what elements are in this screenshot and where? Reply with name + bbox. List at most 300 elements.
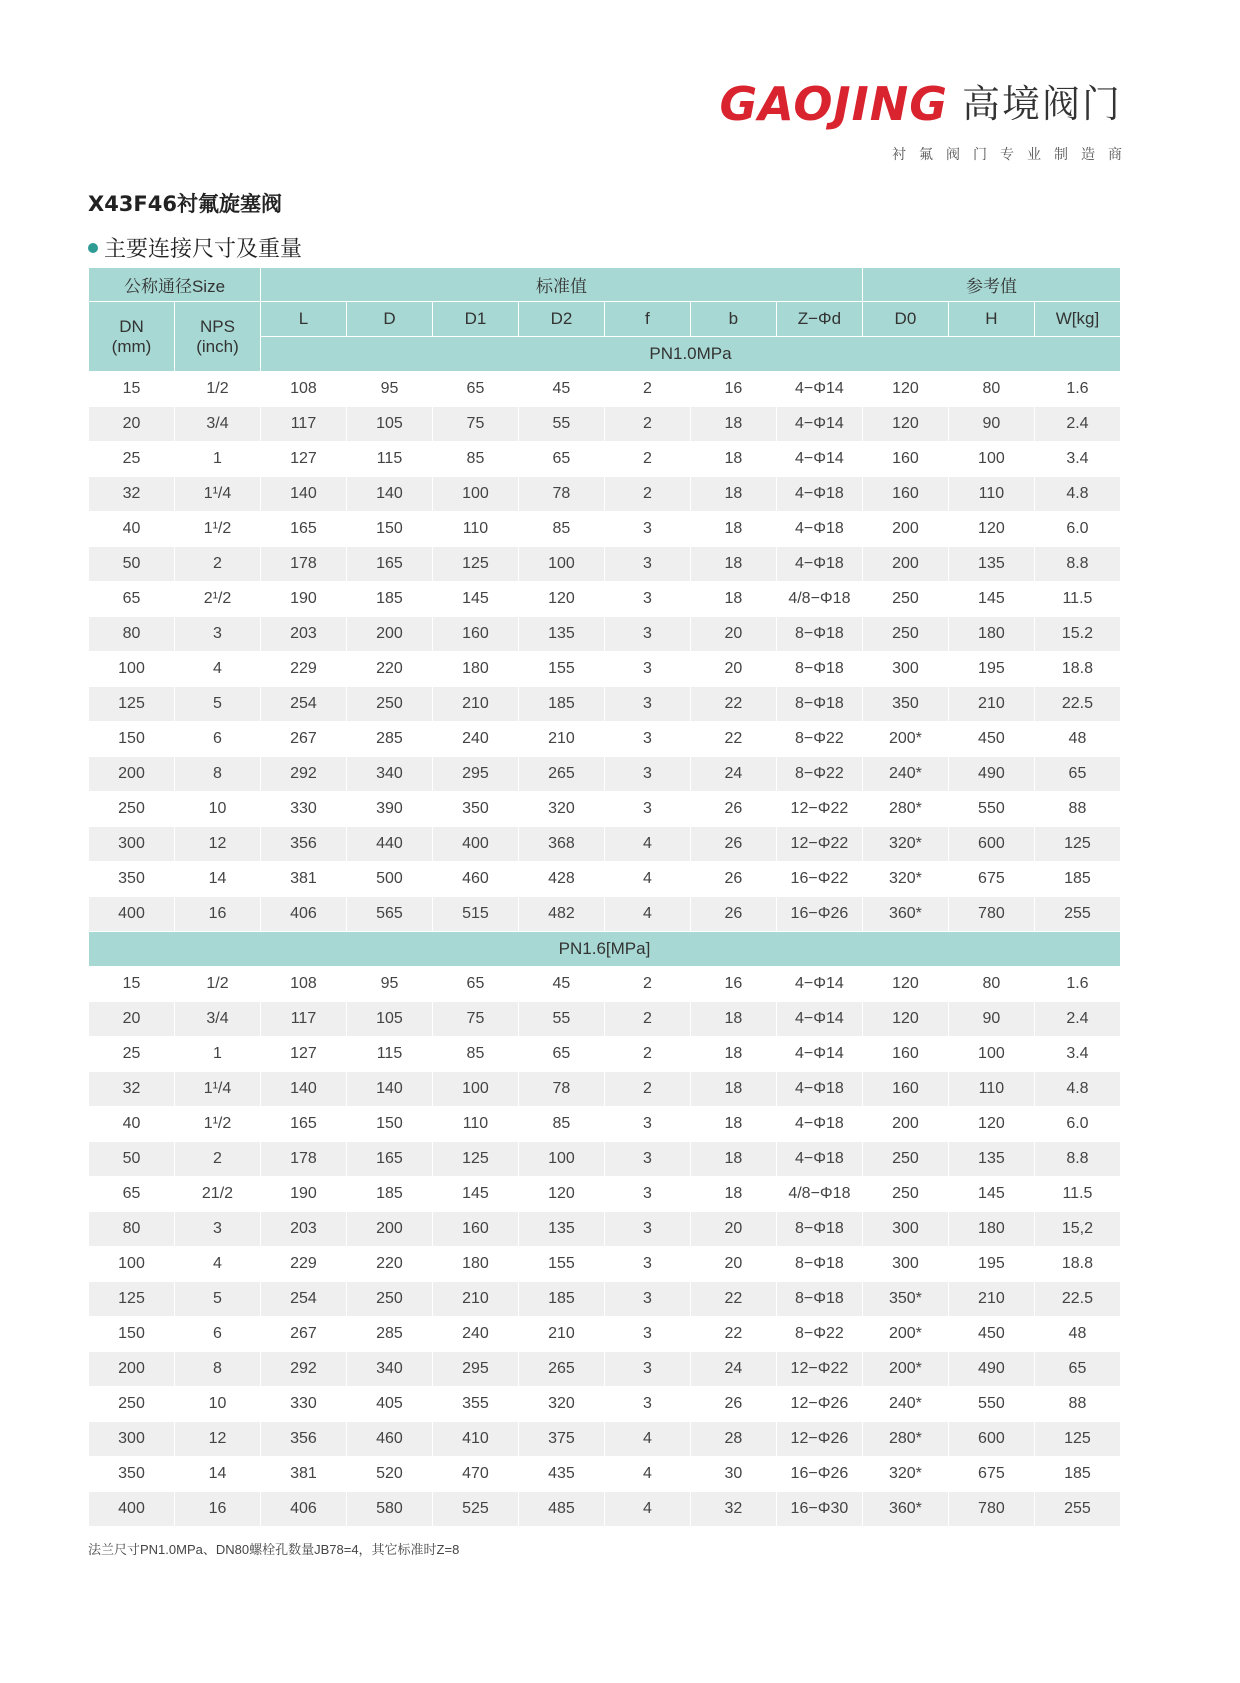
table-cell: 1/2 [174,967,260,1002]
table-cell: 65 [518,1037,604,1072]
table-cell: 200 [862,547,948,582]
table-cell: 8−Φ22 [776,722,862,757]
table-row [89,1247,1121,1282]
table-cell: 8−Φ22 [776,757,862,792]
table-cell: 4−Φ18 [776,1142,862,1177]
table-cell: 675 [948,1457,1034,1492]
table-cell: 15.2 [1034,617,1120,652]
table-cell: 50 [89,1142,175,1177]
table-cell: 100 [432,1072,518,1107]
table-cell: 4−Φ18 [776,512,862,547]
table-cell: 229 [260,652,346,687]
table-cell: 1¹/2 [174,1107,260,1142]
table-cell: 3 [604,757,690,792]
bullet-dot-icon [88,243,98,253]
table-cell: 20 [690,617,776,652]
table-cell: 135 [948,547,1034,582]
table-cell: 110 [948,1072,1034,1107]
table-row [89,757,1121,792]
table-cell: 400 [89,897,175,932]
table-cell: 75 [432,1002,518,1037]
table-cell: 250 [346,687,432,722]
table-cell: 8−Φ18 [776,617,862,652]
table-row [89,1212,1121,1247]
table-cell: 280* [862,792,948,827]
table-cell: 3 [604,652,690,687]
table-cell: 180 [432,652,518,687]
table-cell: 195 [948,1247,1034,1282]
table-cell: 8 [174,757,260,792]
table-cell: 250 [862,1142,948,1177]
table-cell: 145 [432,1177,518,1212]
table-cell: 6 [174,722,260,757]
table-cell: 140 [260,1072,346,1107]
table-cell: 300 [862,1247,948,1282]
table-row [89,967,1121,1002]
table-cell: 178 [260,547,346,582]
table-cell: 22 [690,722,776,757]
table-cell: 180 [432,1247,518,1282]
table-cell: 115 [346,442,432,477]
table-cell: 150 [89,1317,175,1352]
table-cell: 525 [432,1492,518,1527]
table-cell: 16 [690,372,776,407]
table-cell: 250 [862,1177,948,1212]
table-cell: 95 [346,967,432,1002]
table-cell: 120 [518,582,604,617]
table-cell: 165 [346,1142,432,1177]
table-cell: 18 [690,582,776,617]
table-cell: 6.0 [1034,1107,1120,1142]
std-col-header: Z−Φd [776,302,862,337]
table-cell: 108 [260,372,346,407]
table-cell: 105 [346,1002,432,1037]
table-cell: 200 [862,512,948,547]
table-cell: 3 [604,1317,690,1352]
table-cell: 65 [1034,1352,1120,1387]
table-cell: 255 [1034,1492,1120,1527]
table-cell: 65 [432,372,518,407]
table-cell: 381 [260,1457,346,1492]
table-cell: 2 [604,442,690,477]
table-cell: 4 [604,1492,690,1527]
footnote: 法兰尺寸PN1.0MPa、DN80螺栓孔数量JB78=4，其它标准时Z=8 [88,1542,460,1557]
table-cell: 14 [174,1457,260,1492]
table-cell: 3 [604,1107,690,1142]
table-cell: 4−Φ14 [776,967,862,1002]
table-cell: 16−Φ30 [776,1492,862,1527]
table-cell: 470 [432,1457,518,1492]
table-row [89,897,1121,932]
table-cell: 255 [1034,897,1120,932]
table-cell: 135 [948,1142,1034,1177]
table-row [89,792,1121,827]
table-cell: 26 [690,792,776,827]
table-cell: 65 [432,967,518,1002]
table-cell: 160 [862,1072,948,1107]
table-cell: 229 [260,1247,346,1282]
table-cell: 8.8 [1034,1142,1120,1177]
table-cell: 250 [346,1282,432,1317]
table-cell: 26 [690,1387,776,1422]
table-cell: 381 [260,862,346,897]
reference-group-header: 参考值 [862,268,1120,302]
table-cell: 3 [604,512,690,547]
table-cell: 105 [346,407,432,442]
table-cell: 24 [690,757,776,792]
table-cell: 95 [346,372,432,407]
table-cell: 550 [948,792,1034,827]
table-row [89,862,1121,897]
table-cell: 240* [862,757,948,792]
table-cell: 22.5 [1034,1282,1120,1317]
table-cell: 5 [174,687,260,722]
table-cell: 200 [346,617,432,652]
table-cell: 220 [346,1247,432,1282]
table-row [89,477,1121,512]
table-cell: 125 [432,547,518,582]
table-cell: 267 [260,722,346,757]
table-cell: 600 [948,827,1034,862]
table-cell: 12 [174,827,260,862]
table-cell: 210 [518,1317,604,1352]
brand-block [719,77,1135,164]
table-cell: 565 [346,897,432,932]
product-title: X43F46衬氟旋塞阀 [88,192,282,216]
table-cell: 360* [862,1492,948,1527]
table-row [89,1142,1121,1177]
table-cell: 485 [518,1492,604,1527]
table-cell: 32 [690,1492,776,1527]
table-cell: 85 [432,442,518,477]
table-cell: 26 [690,827,776,862]
table-cell: 16 [174,1492,260,1527]
table-cell: 350* [862,1282,948,1317]
table-cell: 220 [346,652,432,687]
table-cell: 85 [518,512,604,547]
table-cell: 18 [690,1177,776,1212]
table-cell: 14 [174,862,260,897]
table-cell: 406 [260,897,346,932]
logo [719,78,1122,130]
table-cell: 12−Φ22 [776,1352,862,1387]
table-cell: 375 [518,1422,604,1457]
table-cell: 300 [862,652,948,687]
table-cell: 22.5 [1034,687,1120,722]
table-cell: 210 [432,687,518,722]
table-cell: 80 [948,372,1034,407]
table-cell: 165 [260,1107,346,1142]
table-cell: 155 [518,1247,604,1282]
table-cell: 32 [89,477,175,512]
table-cell: 78 [518,477,604,512]
table-cell: 200 [89,757,175,792]
table-cell: 40 [89,512,175,547]
logo-chinese-name: 高境阀门 [961,82,1122,126]
table-cell: 178 [260,1142,346,1177]
table-cell: 3 [604,1387,690,1422]
table-cell: 117 [260,1002,346,1037]
table-cell: 15,2 [1034,1212,1120,1247]
table-cell: 125 [1034,1422,1120,1457]
std-col-header: D2 [518,302,604,337]
table-row [89,1387,1121,1422]
table-cell: 8−Φ18 [776,1282,862,1317]
table-cell: 2 [174,1142,260,1177]
table-cell: 65 [89,1177,175,1212]
table-cell: 203 [260,617,346,652]
section-title: 主要连接尺寸及重量 [104,237,303,262]
table-cell: 185 [346,1177,432,1212]
table-cell: 4−Φ18 [776,547,862,582]
table-cell: 48 [1034,722,1120,757]
table-cell: 125 [89,687,175,722]
table-row [89,1317,1121,1352]
table-cell: 2 [604,1037,690,1072]
table-cell: 22 [690,687,776,722]
table-row [89,407,1121,442]
table-cell: 340 [346,1352,432,1387]
table-cell: 90 [948,407,1034,442]
table-cell: 400 [432,827,518,862]
table-cell: 300 [89,827,175,862]
table-cell: 520 [346,1457,432,1492]
ref-col-header: W[kg] [1034,302,1120,337]
std-col-header: b [690,302,776,337]
table-cell: 515 [432,897,518,932]
table-cell: 265 [518,757,604,792]
table-row [89,1037,1121,1072]
table-cell: 150 [89,722,175,757]
table-cell: 4 [604,862,690,897]
table-cell: 15 [89,967,175,1002]
table-cell: 100 [518,547,604,582]
nps-header: NPS (inch) [174,302,260,372]
table-cell: 185 [518,1282,604,1317]
table-cell: 4/8−Φ18 [776,582,862,617]
table-row [89,827,1121,862]
table-cell: 4 [604,897,690,932]
table-cell: 200 [89,1352,175,1387]
table-cell: 4−Φ18 [776,1072,862,1107]
table-cell: 3 [604,1177,690,1212]
table-cell: 550 [948,1387,1034,1422]
table-cell: 195 [948,652,1034,687]
table-cell: 100 [89,652,175,687]
table-cell: 2.4 [1034,1002,1120,1037]
table-cell: 88 [1034,792,1120,827]
pressure-class-label: PN1.0MPa [260,337,1120,372]
table-cell: 11.5 [1034,582,1120,617]
table-cell: 4−Φ18 [776,1107,862,1142]
table-cell: 127 [260,1037,346,1072]
table-cell: 406 [260,1492,346,1527]
table-cell: 295 [432,757,518,792]
table-cell: 292 [260,1352,346,1387]
table-cell: 185 [346,582,432,617]
table-cell: 2 [604,1072,690,1107]
table-cell: 1 [174,442,260,477]
table-cell: 350 [862,687,948,722]
std-col-header: D1 [432,302,518,337]
table-cell: 40 [89,1107,175,1142]
table-cell: 18 [690,512,776,547]
table-body-pn16 [89,932,1121,1527]
table-cell: 580 [346,1492,432,1527]
table-cell: 55 [518,407,604,442]
table-cell: 120 [862,407,948,442]
table-cell: 8.8 [1034,547,1120,582]
table-cell: 3 [604,547,690,582]
table-cell: 25 [89,1037,175,1072]
table-cell: 12−Φ26 [776,1387,862,1422]
table-cell: 100 [518,1142,604,1177]
table-cell: 28 [690,1422,776,1457]
table-row [89,512,1121,547]
table-cell: 160 [862,477,948,512]
table-cell: 120 [862,967,948,1002]
standard-group-header: 标准值 [260,268,862,302]
table-cell: 240* [862,1387,948,1422]
table-cell: 1¹/4 [174,1072,260,1107]
table-row [89,652,1121,687]
table-cell: 100 [432,477,518,512]
table-cell: 108 [260,967,346,1002]
table-cell: 3 [174,617,260,652]
table-cell: 368 [518,827,604,862]
table-cell: 350 [89,862,175,897]
dimension-table [88,267,1121,1527]
table-cell: 20 [690,1247,776,1282]
table-cell: 30 [690,1457,776,1492]
table-cell: 12−Φ22 [776,792,862,827]
table-cell: 4−Φ14 [776,1037,862,1072]
table-row [89,1492,1121,1527]
table-cell: 1.6 [1034,967,1120,1002]
table-row [89,722,1121,757]
table-cell: 300 [89,1422,175,1457]
table-cell: 100 [89,1247,175,1282]
table-cell: 4 [604,1422,690,1457]
table-cell: 85 [518,1107,604,1142]
table-cell: 180 [948,1212,1034,1247]
table-cell: 355 [432,1387,518,1422]
table-cell: 200 [862,1107,948,1142]
table-cell: 285 [346,1317,432,1352]
table-cell: 117 [260,407,346,442]
size-group-header: 公称通径Size [89,268,261,302]
table-cell: 8−Φ18 [776,652,862,687]
dn-header: DN (mm) [89,302,175,372]
table-cell: 125 [89,1282,175,1317]
table-cell: 440 [346,827,432,862]
table-cell: 267 [260,1317,346,1352]
table-cell: 140 [346,477,432,512]
table-cell: 85 [432,1037,518,1072]
table-cell: 21/2 [174,1177,260,1212]
logo-wordmark: GAOJING [719,77,948,131]
table-cell: 5 [174,1282,260,1317]
table-cell: 3/4 [174,407,260,442]
table-cell: 120 [948,512,1034,547]
table-cell: 18 [690,442,776,477]
table-cell: 190 [260,1177,346,1212]
table-cell: 3 [604,582,690,617]
table-cell: 110 [948,477,1034,512]
table-cell: 210 [432,1282,518,1317]
table-cell: 3 [604,792,690,827]
table-cell: 3 [604,687,690,722]
table-cell: 4−Φ14 [776,407,862,442]
table-cell: 20 [89,407,175,442]
table-cell: 400 [89,1492,175,1527]
table-cell: 1¹/4 [174,477,260,512]
table-cell: 135 [518,617,604,652]
table-cell: 250 [89,1387,175,1422]
table-cell: 356 [260,1422,346,1457]
table-row [89,442,1121,477]
table-cell: 8 [174,1352,260,1387]
table-cell: 250 [862,617,948,652]
table-cell: 8−Φ18 [776,1247,862,1282]
pressure-class-label: PN1.6[MPa] [89,932,1121,967]
table-cell: 4−Φ18 [776,477,862,512]
table-cell: 18 [690,1107,776,1142]
table-cell: 265 [518,1352,604,1387]
table-cell: 4 [174,652,260,687]
table-cell: 18 [690,407,776,442]
table-cell: 4 [174,1247,260,1282]
table-cell: 2 [604,967,690,1002]
table-cell: 428 [518,862,604,897]
table-cell: 1/2 [174,372,260,407]
table-cell: 65 [518,442,604,477]
table-cell: 460 [346,1422,432,1457]
table-cell: 320* [862,827,948,862]
table-cell: 80 [948,967,1034,1002]
table-cell: 16 [174,897,260,932]
table-cell: 8−Φ18 [776,1212,862,1247]
table-cell: 240 [432,1317,518,1352]
table-cell: 3.4 [1034,442,1120,477]
table-cell: 4−Φ14 [776,1002,862,1037]
table-cell: 200 [346,1212,432,1247]
table-cell: 300 [862,1212,948,1247]
table-cell: 165 [260,512,346,547]
table-cell: 185 [1034,1457,1120,1492]
table-cell: 45 [518,967,604,1002]
table-cell: 22 [690,1317,776,1352]
table-cell: 3 [604,1212,690,1247]
table-row [89,582,1121,617]
table-cell: 145 [948,582,1034,617]
table-cell: 145 [432,582,518,617]
table-cell: 110 [432,512,518,547]
table-cell: 320* [862,862,948,897]
table-cell: 80 [89,1212,175,1247]
table-cell: 20 [89,1002,175,1037]
table-cell: 4−Φ14 [776,372,862,407]
table-row [89,1072,1121,1107]
table-cell: 24 [690,1352,776,1387]
table-cell: 4−Φ14 [776,442,862,477]
group-header-row [89,268,1121,302]
table-row [89,1282,1121,1317]
table-cell: 165 [346,547,432,582]
table-cell: 140 [346,1072,432,1107]
table-cell: 390 [346,792,432,827]
table-cell: 450 [948,1317,1034,1352]
